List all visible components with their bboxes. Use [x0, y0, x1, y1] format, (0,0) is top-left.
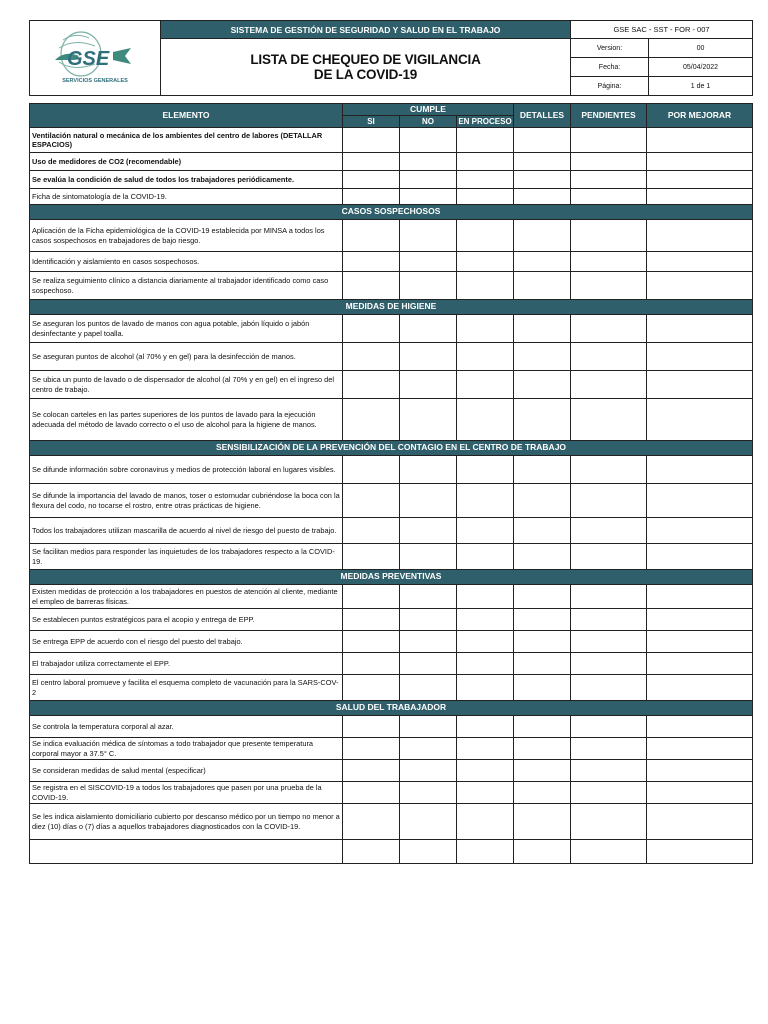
checklist-row	[30, 343, 753, 371]
cell-en-proceso[interactable]	[457, 399, 514, 441]
checklist-item-text: Se entrega EPP de acuerdo con el riesgo del puesto del trabajo.	[30, 631, 343, 653]
section-title: SALUD DEL TRABAJADOR	[30, 701, 753, 716]
col-elemento: ELEMENTO	[30, 104, 343, 128]
version-label: Version:	[571, 39, 649, 58]
date-label: Fecha:	[571, 58, 649, 77]
cell-detalles[interactable]	[514, 675, 571, 701]
cell-pendientes[interactable]	[571, 343, 647, 371]
cell-en-proceso[interactable]	[457, 220, 514, 252]
cell-si[interactable]	[343, 456, 400, 484]
section-row	[30, 300, 753, 315]
cell-por-mejorar[interactable]	[647, 653, 753, 675]
gse-logo	[45, 26, 145, 88]
cell-no[interactable]	[400, 716, 457, 738]
cell-por-mejorar[interactable]	[647, 252, 753, 272]
checklist-row	[30, 716, 753, 738]
col-pendientes: PENDIENTES	[571, 104, 647, 128]
checklist-table	[29, 103, 753, 864]
cell-no[interactable]	[400, 456, 457, 484]
cell-pendientes[interactable]	[571, 456, 647, 484]
cell-detalles[interactable]	[514, 782, 571, 804]
section-row	[30, 570, 753, 585]
system-title: SISTEMA DE GESTIÓN DE SEGURIDAD Y SALUD EN EL TRABAJO	[161, 21, 571, 39]
cell-no[interactable]	[400, 171, 457, 189]
cell-detalles[interactable]	[514, 343, 571, 371]
page-value: 1 de 1	[649, 77, 753, 96]
cell-detalles[interactable]	[514, 804, 571, 840]
cell-por-mejorar[interactable]	[647, 171, 753, 189]
cell-en-proceso[interactable]	[457, 738, 514, 760]
cell-por-mejorar[interactable]	[647, 631, 753, 653]
cell-pendientes[interactable]	[571, 272, 647, 300]
cell-no[interactable]	[400, 544, 457, 570]
logo-text: GSE	[67, 48, 110, 70]
cell-en-proceso[interactable]	[457, 840, 514, 864]
cell-detalles[interactable]	[514, 716, 571, 738]
checklist-item-text: Ventilación natural o mecánica de los ambientes del centro de labores (DETALLAR ESPACIOS)	[30, 128, 343, 153]
cell-pendientes[interactable]	[571, 484, 647, 518]
cell-si[interactable]	[343, 675, 400, 701]
cell-por-mejorar[interactable]	[647, 371, 753, 399]
cell-por-mejorar[interactable]	[647, 585, 753, 609]
cell-pendientes[interactable]	[571, 609, 647, 631]
cell-si[interactable]	[343, 220, 400, 252]
cell-por-mejorar[interactable]	[647, 189, 753, 205]
cell-pendientes[interactable]	[571, 653, 647, 675]
checklist-item-text: Se realiza seguimiento clínico a distancia diariamente al trabajador identificado como caso sospechoso.	[30, 272, 343, 300]
cell-por-mejorar[interactable]	[647, 804, 753, 840]
cell-si[interactable]	[343, 171, 400, 189]
version-value: 00	[649, 39, 753, 58]
cell-si[interactable]	[343, 153, 400, 171]
cell-si[interactable]	[343, 399, 400, 441]
cell-detalles[interactable]	[514, 738, 571, 760]
cell-no[interactable]	[400, 760, 457, 782]
cell-no[interactable]	[400, 804, 457, 840]
cell-pendientes[interactable]	[571, 252, 647, 272]
cell-por-mejorar[interactable]	[647, 738, 753, 760]
checklist-item-text: Se consideran medidas de salud mental (especificar)	[30, 760, 343, 782]
cell-pendientes[interactable]	[571, 804, 647, 840]
checklist-row	[30, 252, 753, 272]
cell-pendientes[interactable]	[571, 315, 647, 343]
cell-detalles[interactable]	[514, 189, 571, 205]
checklist-item-text	[30, 840, 343, 864]
cell-no[interactable]	[400, 343, 457, 371]
cell-en-proceso[interactable]	[457, 631, 514, 653]
cell-por-mejorar[interactable]	[647, 315, 753, 343]
cell-en-proceso[interactable]	[457, 804, 514, 840]
cell-si[interactable]	[343, 738, 400, 760]
section-title: MEDIDAS PREVENTIVAS	[30, 570, 753, 585]
document-title	[161, 39, 571, 96]
cell-no[interactable]	[400, 220, 457, 252]
cell-no[interactable]	[400, 484, 457, 518]
cell-no[interactable]	[400, 399, 457, 441]
cell-pendientes[interactable]	[571, 220, 647, 252]
cell-detalles[interactable]	[514, 544, 571, 570]
cell-detalles[interactable]	[514, 484, 571, 518]
cell-por-mejorar[interactable]	[647, 343, 753, 371]
cell-si[interactable]	[343, 128, 400, 153]
checklist-row	[30, 153, 753, 171]
cell-si[interactable]	[343, 371, 400, 399]
cell-en-proceso[interactable]	[457, 518, 514, 544]
cell-por-mejorar[interactable]	[647, 518, 753, 544]
section-row	[30, 205, 753, 220]
checklist-row	[30, 518, 753, 544]
checklist-row	[30, 484, 753, 518]
cell-por-mejorar[interactable]	[647, 153, 753, 171]
cell-detalles[interactable]	[514, 252, 571, 272]
cell-pendientes[interactable]	[571, 631, 647, 653]
cell-pendientes[interactable]	[571, 171, 647, 189]
cell-pendientes[interactable]	[571, 518, 647, 544]
cell-si[interactable]	[343, 484, 400, 518]
checklist-row	[30, 804, 753, 840]
checklist-item-text: Se difunde información sobre coronavirus y medios de protección laboral en lugares visibles.	[30, 456, 343, 484]
cell-en-proceso[interactable]	[457, 371, 514, 399]
cell-en-proceso[interactable]	[457, 716, 514, 738]
cell-no[interactable]	[400, 189, 457, 205]
checklist-item-text: Se establecen puntos estratégicos para el acopio y entrega de EPP.	[30, 609, 343, 631]
cell-por-mejorar[interactable]	[647, 220, 753, 252]
cell-si[interactable]	[343, 631, 400, 653]
cell-pendientes[interactable]	[571, 153, 647, 171]
cell-pendientes[interactable]	[571, 760, 647, 782]
cell-no[interactable]	[400, 653, 457, 675]
cell-si[interactable]	[343, 653, 400, 675]
checklist-item-text: El trabajador utiliza correctamente el EPP.	[30, 653, 343, 675]
checklist-row	[30, 782, 753, 804]
checklist-row	[30, 840, 753, 864]
checklist-item-text: Se ubica un punto de lavado o de dispensador de alcohol (al 70% y en gel) en el ingreso del centro de trabajo.	[30, 371, 343, 399]
cell-detalles[interactable]	[514, 585, 571, 609]
cell-en-proceso[interactable]	[457, 609, 514, 631]
page-label: Página:	[571, 77, 649, 96]
cell-si[interactable]	[343, 315, 400, 343]
section-row	[30, 441, 753, 456]
checklist-item-text: Ficha de sintomatología de la COVID-19.	[30, 189, 343, 205]
cell-en-proceso[interactable]	[457, 456, 514, 484]
cell-en-proceso[interactable]	[457, 343, 514, 371]
cell-no[interactable]	[400, 252, 457, 272]
cell-detalles[interactable]	[514, 609, 571, 631]
checklist-item-text: Se difunde la importancia del lavado de manos, toser o estornudar cubriéndose la boca con la flexura del codo, no tocarse el rostro, entre otras prácticas de higiene.	[30, 484, 343, 518]
cell-por-mejorar[interactable]	[647, 840, 753, 864]
date-value: 05/04/2022	[649, 58, 753, 77]
checklist-row	[30, 609, 753, 631]
cell-por-mejorar[interactable]	[647, 128, 753, 153]
section-row	[30, 701, 753, 716]
cell-pendientes[interactable]	[571, 399, 647, 441]
cell-detalles[interactable]	[514, 153, 571, 171]
cell-en-proceso[interactable]	[457, 782, 514, 804]
col-detalles: DETALLES	[514, 104, 571, 128]
col-por-mejorar: POR MEJORAR	[647, 104, 753, 128]
cell-en-proceso[interactable]	[457, 484, 514, 518]
cell-detalles[interactable]	[514, 315, 571, 343]
cell-detalles[interactable]	[514, 456, 571, 484]
cell-si[interactable]	[343, 585, 400, 609]
checklist-item-text: El centro laboral promueve y facilita el esquema completo de vacunación para la SARS-COV-2	[30, 675, 343, 701]
col-no: NO	[400, 116, 457, 128]
checklist-row	[30, 220, 753, 252]
section-title: SENSIBILIZACIÓN DE LA PREVENCIÓN DEL CONTAGIO EN EL CENTRO DE TRABAJO	[30, 441, 753, 456]
checklist-row	[30, 315, 753, 343]
checklist-item-text: Se facilitan medios para responder las inquietudes de los trabajadores respecto a la COVID-19.	[30, 544, 343, 570]
cell-pendientes[interactable]	[571, 738, 647, 760]
cell-no[interactable]	[400, 840, 457, 864]
cell-si[interactable]	[343, 840, 400, 864]
cell-no[interactable]	[400, 631, 457, 653]
cell-si[interactable]	[343, 343, 400, 371]
cell-pendientes[interactable]	[571, 782, 647, 804]
cell-por-mejorar[interactable]	[647, 399, 753, 441]
cell-si[interactable]	[343, 804, 400, 840]
section-title: CASOS SOSPECHOSOS	[30, 205, 753, 220]
col-en-proceso: EN PROCESO	[458, 116, 512, 126]
cell-en-proceso[interactable]	[457, 653, 514, 675]
checklist-row	[30, 189, 753, 205]
checklist-row	[30, 738, 753, 760]
cell-en-proceso[interactable]	[457, 252, 514, 272]
checklist-item-text: Identificación y aislamiento en casos sospechosos.	[30, 252, 343, 272]
checklist-item-text: Se aseguran los puntos de lavado de manos con agua potable, jabón líquido o jabón desinfectante y papel toalla.	[30, 315, 343, 343]
cell-detalles[interactable]	[514, 760, 571, 782]
cell-no[interactable]	[400, 371, 457, 399]
checklist-row	[30, 675, 753, 701]
cell-por-mejorar[interactable]	[647, 760, 753, 782]
cell-en-proceso[interactable]	[457, 585, 514, 609]
checklist-row	[30, 585, 753, 609]
cell-detalles[interactable]	[514, 128, 571, 153]
document-code: GSE SAC - SST - FOR - 007	[571, 21, 753, 39]
checklist-item-text: Se evalúa la condición de salud de todos los trabajadores periódicamente.	[30, 171, 343, 189]
cell-pendientes[interactable]	[571, 716, 647, 738]
cell-si[interactable]	[343, 609, 400, 631]
cell-por-mejorar[interactable]	[647, 675, 753, 701]
cell-en-proceso[interactable]	[457, 544, 514, 570]
checklist-item-text: Se les indica aislamiento domiciliario cubierto por descanso médico por un tiempo no menor a diez (10) días o (7) días a aquellos trabajadores diagnosticados con la COVID-19.	[30, 804, 343, 840]
cell-en-proceso[interactable]	[457, 272, 514, 300]
checklist-item-text: Uso de medidores de CO2 (recomendable)	[30, 153, 343, 171]
cell-no[interactable]	[400, 315, 457, 343]
checklist-row	[30, 544, 753, 570]
cell-detalles[interactable]	[514, 631, 571, 653]
cell-por-mejorar[interactable]	[647, 782, 753, 804]
cell-en-proceso[interactable]	[457, 760, 514, 782]
cell-si[interactable]	[343, 716, 400, 738]
checklist-row	[30, 171, 753, 189]
checklist-item-text: Se aseguran puntos de alcohol (al 70% y en gel) para la desinfección de manos.	[30, 343, 343, 371]
checklist-item-text: Se controla la temperatura corporal al azar.	[30, 716, 343, 738]
cell-detalles[interactable]	[514, 272, 571, 300]
cell-no[interactable]	[400, 738, 457, 760]
checklist-row	[30, 653, 753, 675]
cell-por-mejorar[interactable]	[647, 484, 753, 518]
cell-en-proceso[interactable]	[457, 153, 514, 171]
checklist-item-text: Se registra en el SISCOVID-19 a todos los trabajadores que pasen por una prueba de la COVID-19.	[30, 782, 343, 804]
document-header	[29, 20, 753, 96]
cell-pendientes[interactable]	[571, 585, 647, 609]
cell-en-proceso[interactable]	[457, 171, 514, 189]
cell-en-proceso[interactable]	[457, 315, 514, 343]
cell-pendientes[interactable]	[571, 544, 647, 570]
logo-subtitle: SERVICIOS GENERALES	[62, 78, 128, 84]
cell-no[interactable]	[400, 272, 457, 300]
checklist-item-text: Aplicación de la Ficha epidemiológica de la COVID-19 establecida por MINSA a todos los casos sospechosos en trabajadores de bajo riesgo.	[30, 220, 343, 252]
cell-detalles[interactable]	[514, 399, 571, 441]
document-title-line1: LISTA DE CHEQUEO DE VIGILANCIA	[250, 52, 481, 67]
cell-no[interactable]	[400, 609, 457, 631]
cell-por-mejorar[interactable]	[647, 609, 753, 631]
logo-cell	[30, 21, 161, 96]
cell-en-proceso[interactable]	[457, 189, 514, 205]
col-cumple: CUMPLE	[343, 104, 514, 116]
cell-por-mejorar[interactable]	[647, 272, 753, 300]
cell-detalles[interactable]	[514, 171, 571, 189]
checklist-row	[30, 128, 753, 153]
checklist-row	[30, 272, 753, 300]
document-title-line2: DE LA COVID-19	[313, 67, 418, 82]
cell-detalles[interactable]	[514, 371, 571, 399]
checklist-row	[30, 760, 753, 782]
cell-si[interactable]	[343, 252, 400, 272]
cell-detalles[interactable]	[514, 518, 571, 544]
cell-pendientes[interactable]	[571, 675, 647, 701]
cell-no[interactable]	[400, 518, 457, 544]
cell-por-mejorar[interactable]	[647, 544, 753, 570]
cell-detalles[interactable]	[514, 840, 571, 864]
cell-si[interactable]	[343, 544, 400, 570]
cell-detalles[interactable]	[514, 220, 571, 252]
checklist-row	[30, 399, 753, 441]
checklist-item-text: Existen medidas de protección a los trabajadores en puestos de atención al cliente, mediante el empleo de barreras físicas.	[30, 585, 343, 609]
cell-no[interactable]	[400, 675, 457, 701]
cell-pendientes[interactable]	[571, 840, 647, 864]
cell-si[interactable]	[343, 782, 400, 804]
cell-no[interactable]	[400, 782, 457, 804]
cell-no[interactable]	[400, 585, 457, 609]
cell-pendientes[interactable]	[571, 128, 647, 153]
checklist-row	[30, 631, 753, 653]
cell-si[interactable]	[343, 760, 400, 782]
cell-si[interactable]	[343, 272, 400, 300]
cell-pendientes[interactable]	[571, 371, 647, 399]
checklist-item-text: Todos los trabajadores utilizan mascarilla de acuerdo al nivel de riesgo del puesto de trabajo.	[30, 518, 343, 544]
cell-en-proceso[interactable]	[457, 675, 514, 701]
section-title: MEDIDAS DE HIGIENE	[30, 300, 753, 315]
col-si: SI	[343, 116, 400, 128]
cell-no[interactable]	[400, 128, 457, 153]
checklist-row	[30, 456, 753, 484]
cell-detalles[interactable]	[514, 653, 571, 675]
cell-no[interactable]	[400, 153, 457, 171]
cell-por-mejorar[interactable]	[647, 456, 753, 484]
cell-pendientes[interactable]	[571, 189, 647, 205]
cell-en-proceso[interactable]	[457, 128, 514, 153]
cell-si[interactable]	[343, 189, 400, 205]
checklist-row	[30, 371, 753, 399]
cell-por-mejorar[interactable]	[647, 716, 753, 738]
cell-si[interactable]	[343, 518, 400, 544]
checklist-item-text: Se indica evaluación médica de síntomas a todo trabajador que presente temperatura corporal mayor a 37.5° C.	[30, 738, 343, 760]
checklist-item-text: Se colocan carteles en las partes superiores de los puntos de lavado para la ejecución adecuada del método de lavado correcto o el uso de alcohol para la higiene de manos.	[30, 399, 343, 441]
